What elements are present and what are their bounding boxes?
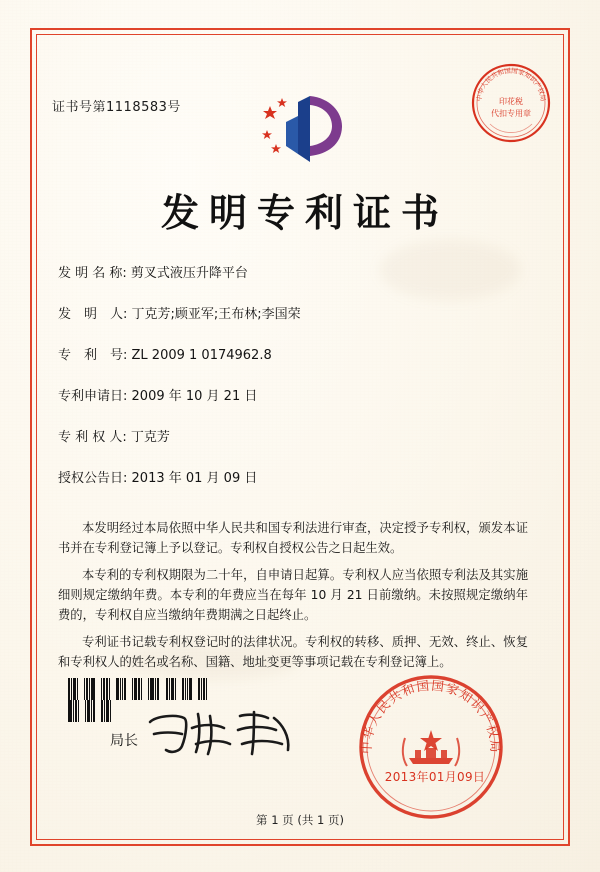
body-paragraph: 本发明经过本局依照中华人民共和国专利法进行审查，决定授予专利权，颁发本证书并在专利登记簿上予以登记。专利权自授权公告之日起生效。 <box>58 521 528 555</box>
sipo-logo-icon <box>258 92 344 168</box>
page-title: 发明专利证书 <box>160 190 449 235</box>
official-seal-icon <box>356 672 506 822</box>
field-value: 剪叉式液压升降平台 <box>130 266 248 281</box>
field-label: 发 明 名 称: <box>58 266 127 281</box>
director-signature <box>142 706 302 762</box>
director-label: 局长 <box>110 733 138 749</box>
svg-text:代扣专用章: 代扣专用章 <box>491 109 531 118</box>
field-value: 丁克芳 <box>130 430 170 445</box>
certificate-number: 证书号第1118583号 <box>52 100 181 115</box>
body-text <box>58 518 528 679</box>
svg-text:中华人民共和国国家知识产权局: 中华人民共和国国家知识产权局 <box>358 677 504 755</box>
field-label: 专 利 号: <box>58 348 128 363</box>
field-value: ZL 2009 1 0174962.8 <box>131 348 272 363</box>
field-row <box>58 262 538 281</box>
field-row <box>58 385 538 404</box>
field-value: 2009 年 10 月 21 日 <box>131 389 258 404</box>
body-paragraph: 本专利的专利权期限为二十年，自申请日起算。专利权人应当依照专利法及其实施细则规定缴纳年费。本专利的年费应当在每年 10 月 21 日前缴纳。未按照规定缴纳年费的，专利权自应当缴纳年费期满之日起终止。 <box>58 568 528 622</box>
field-label: 授权公告日: <box>58 471 128 486</box>
fields-list <box>58 262 538 508</box>
svg-text:中华人民共和国国家知识产权局: 中华人民共和国国家知识产权局 <box>474 66 548 102</box>
field-row <box>58 426 538 445</box>
svg-text:印花税: 印花税 <box>499 97 523 106</box>
field-row <box>58 467 538 486</box>
barcode <box>68 678 216 700</box>
field-label: 发 明 人: <box>58 307 128 322</box>
field-value: 2013 年 01 月 09 日 <box>131 471 258 486</box>
field-row <box>58 303 538 322</box>
tax-stamp-icon <box>470 62 552 144</box>
body-paragraph: 专利证书记载专利权登记时的法律状况。专利权的转移、质押、无效、终止、恢复和专利权人的姓名或名称、国籍、地址变更等事项记载在专利登记簿上。 <box>58 635 528 669</box>
page-number: 第 1 页 (共 1 页) <box>256 813 344 827</box>
field-row <box>58 344 538 363</box>
seal-date: 2013年01月09日 <box>384 770 486 784</box>
field-label: 专 利 权 人: <box>58 430 127 445</box>
field-label: 专利申请日: <box>58 389 128 404</box>
field-value: 丁克芳;顾亚军;王布林;李国荣 <box>131 307 301 322</box>
